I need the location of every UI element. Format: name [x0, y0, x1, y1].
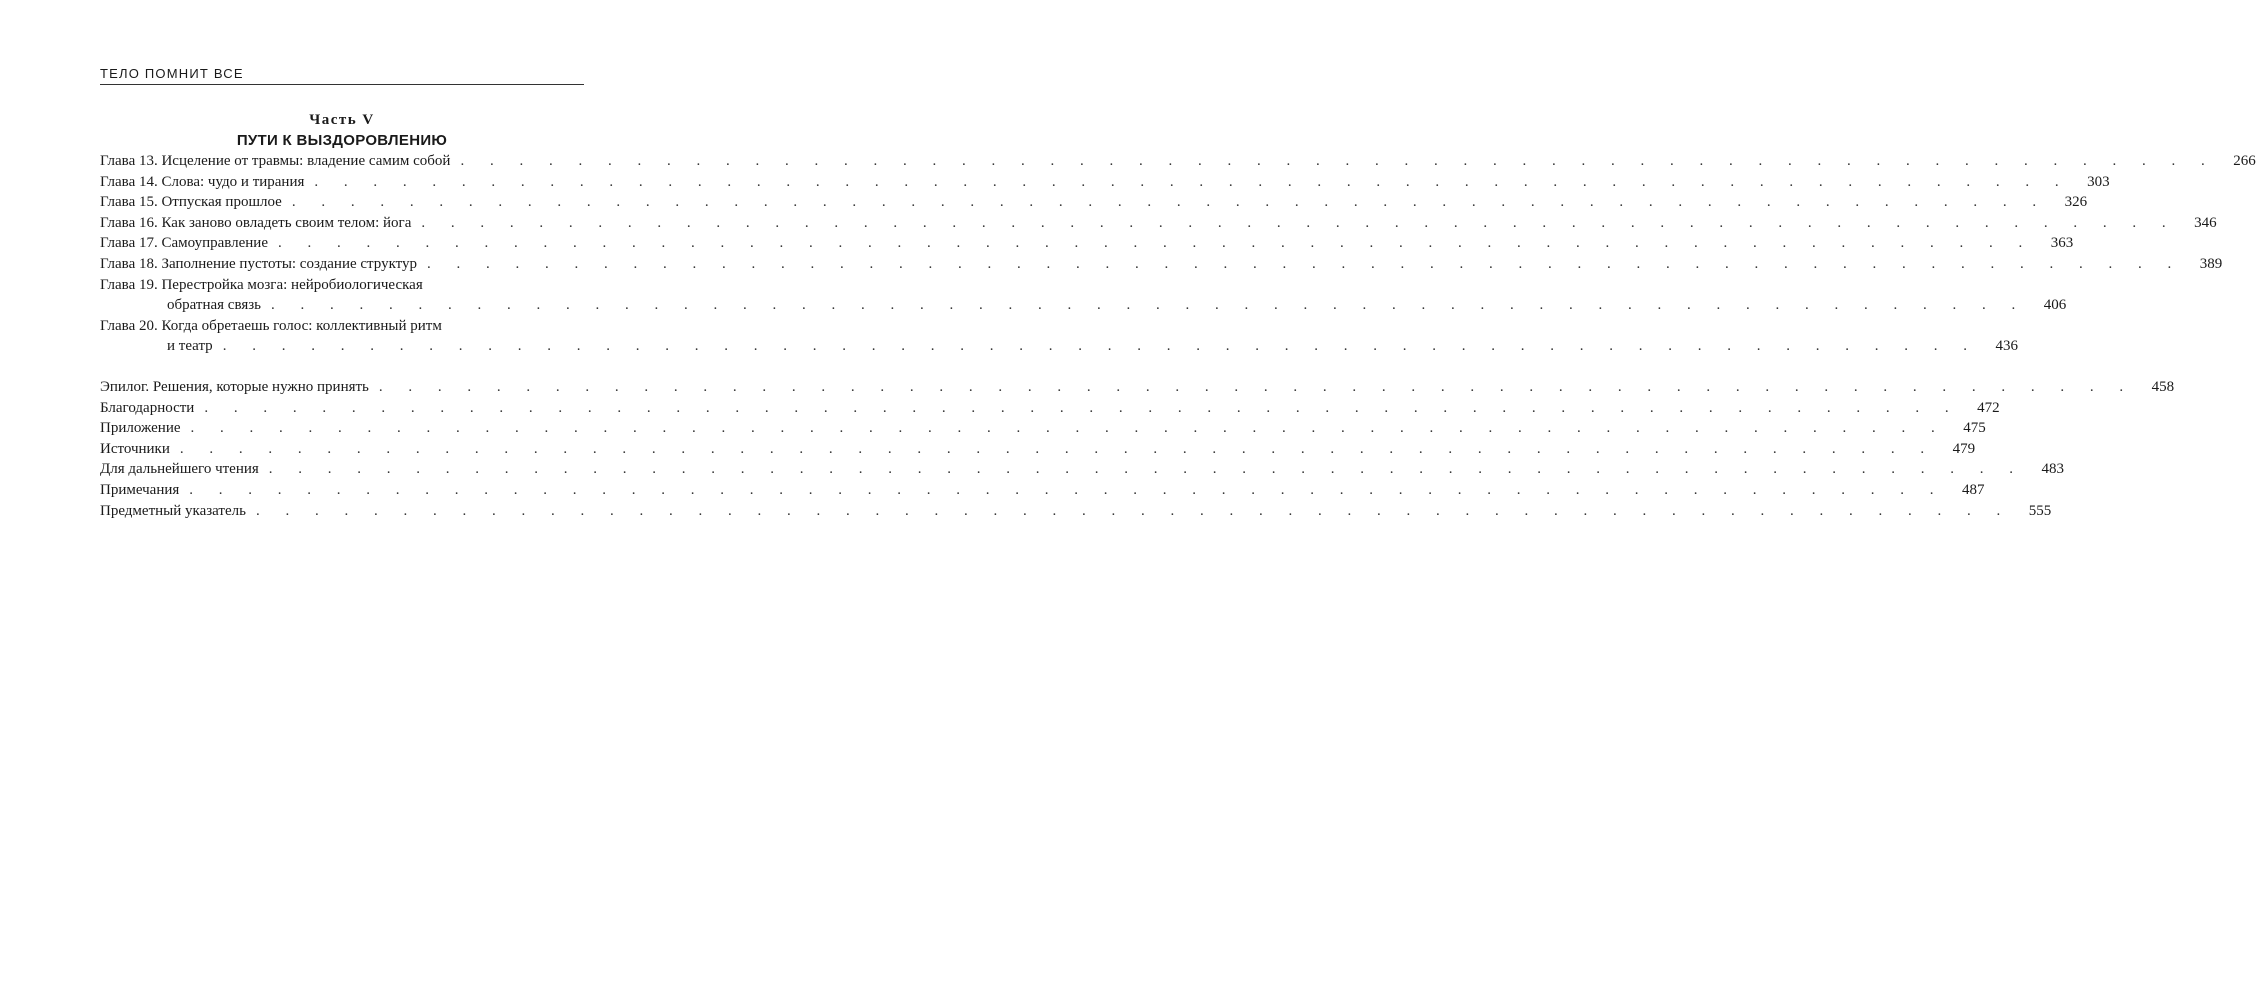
toc-page-number: 303 — [2087, 173, 2110, 190]
toc-entry-line — [100, 501, 2052, 522]
toc-page-number: 326 — [2064, 194, 2088, 211]
dot-leader: . . . . . . . . . . . . . . . . . . . . . . . . . . . . . . . . . . . . . . . . . . . . . . . . . . . . . . . . . . . . — [204, 399, 1960, 416]
toc-page-number: 389 — [2199, 255, 2223, 272]
toc-page-number: 346 — [2194, 214, 2217, 231]
toc-entry-line — [100, 213, 2217, 234]
toc-entry[interactable] — [100, 316, 2018, 357]
part-title: ПУТИ К ВЫЗДОРОВЛЕНИЮ — [236, 132, 448, 149]
toc-page-number: 487 — [1962, 481, 1985, 498]
toc-entry[interactable] — [100, 459, 2065, 480]
chapter-list — [100, 151, 2256, 357]
toc-entry[interactable] — [100, 398, 2000, 419]
toc-entry-line — [100, 480, 1985, 501]
dot-leader: . . . . . . . . . . . . . . . . . . . . . . . . . . . . . . . . . . . . . . . . . . . . . . . . . . . . . . . . . . . . — [268, 461, 2025, 478]
dot-leader: . . . . . . . . . . . . . . . . . . . . . . . . . . . . . . . . . . . . . . . . . . . . . . . . . . . . . . . . . . . . — [460, 153, 2216, 169]
toc-entry[interactable] — [100, 172, 2110, 193]
dot-leader: . . . . . . . . . . . . . . . . . . . . . . . . . . . . . . . . . . . . . . . . . . . . . . . . . . . . . . . . . . . . — [421, 214, 2177, 231]
dot-leader: . . . . . . . . . . . . . . . . . . . . . . . . . . . . . . . . . . . . . . . . . . . . . . . . . . . . . . . . . . . . — [255, 502, 2012, 519]
toc-entry-line — [100, 439, 1976, 460]
toc-entry[interactable] — [100, 439, 1976, 460]
dot-leader: . . . . . . . . . . . . . . . . . . . . . . . . . . . . . . . . . . . . . . . . . . . . . . . . . . . . . . . . . . . . — [222, 338, 1978, 355]
section-gap — [100, 357, 584, 377]
toc-entry[interactable] — [100, 254, 2223, 275]
toc-entry-line — [100, 418, 1986, 439]
toc-entry-title: обратная связь — [167, 297, 261, 314]
toc-page-number: 472 — [1977, 399, 2000, 416]
toc-entry-title: Глава 15. Отпуская прошлое — [100, 194, 282, 211]
toc-entry-line — [100, 398, 2000, 419]
toc-entry-line — [100, 377, 2175, 398]
toc-entry[interactable] — [100, 480, 1985, 501]
toc-entry-title: Глава 18. Заполнение пустоты: создание структур — [100, 255, 418, 272]
toc-entry-title: Глава 16. Как заново овладеть своим телом: йога — [100, 214, 412, 231]
toc-page-number: 406 — [2043, 297, 2067, 314]
part-label: Часть V — [309, 112, 375, 128]
toc-entry-line — [100, 172, 2110, 193]
toc-entry-title: и театр — [167, 338, 213, 355]
running-head: ТЕЛО ПОМНИТ ВСЕ — [100, 66, 244, 81]
toc-page-number: 436 — [1995, 338, 2018, 355]
toc-entry-title: Примечания — [100, 481, 180, 498]
toc-entry-line — [100, 254, 2223, 275]
toc-entry-title: Приложение — [100, 420, 181, 437]
toc-entry-title: Для дальнейшего чтения — [100, 461, 259, 478]
dot-leader: . . . . . . . . . . . . . . . . . . . . . . . . . . . . . . . . . . . . . . . . . . . . . . . . . . . . . . . . . . . . — [314, 173, 2070, 190]
toc-entry[interactable] — [100, 233, 2074, 254]
toc-entry-line — [100, 316, 584, 337]
toc-entry-line — [100, 459, 2065, 480]
toc-page-number: 266 — [2233, 153, 2256, 169]
header-rule — [100, 84, 584, 85]
toc-page-number: 475 — [1963, 420, 1986, 437]
toc-entry-line — [100, 151, 2256, 172]
toc-entry-continuation — [100, 336, 2018, 357]
toc-entry[interactable] — [100, 418, 1986, 439]
toc-entry-line — [100, 275, 584, 296]
toc-entry-line — [100, 192, 2088, 213]
table-of-contents — [100, 151, 2256, 521]
dot-leader: . . . . . . . . . . . . . . . . . . . . . . . . . . . . . . . . . . . . . . . . . . . . . . . . . . . . . . . . . . . . — [378, 378, 2135, 395]
toc-page-number: 479 — [1952, 440, 1976, 457]
toc-entry-title: Глава 13. Исцеление от травмы: владение самим собой — [100, 153, 451, 169]
toc-entry-title: Эпилог. Решения, которые нужно принять — [100, 378, 369, 395]
toc-entry-title: Благодарности — [100, 399, 195, 416]
toc-entry[interactable] — [100, 501, 2052, 522]
dot-leader: . . . . . . . . . . . . . . . . . . . . . . . . . . . . . . . . . . . . . . . . . . . . . . . . . . . . . . . . . . . . — [190, 420, 1946, 437]
toc-page-number: 458 — [2151, 378, 2175, 395]
toc-entry[interactable] — [100, 213, 2217, 234]
toc-entry-title: Предметный указатель — [100, 502, 246, 519]
toc-entry-title: Глава 19. Перестройка мозга: нейробиологическая — [100, 276, 423, 293]
toc-entry-title: Глава 20. Когда обретаешь голос: коллективный ритм — [100, 317, 442, 334]
toc-entry-line — [100, 233, 2074, 254]
toc-entry[interactable] — [100, 377, 2175, 398]
toc-page-number: 363 — [2050, 235, 2074, 252]
toc-entry[interactable] — [100, 275, 2067, 316]
dot-leader: . . . . . . . . . . . . . . . . . . . . . . . . . . . . . . . . . . . . . . . . . . . . . . . . . . . . . . . . . . . . — [189, 481, 1945, 498]
toc-page-number: 483 — [2041, 461, 2065, 478]
dot-leader: . . . . . . . . . . . . . . . . . . . . . . . . . . . . . . . . . . . . . . . . . . . . . . . . . . . . . . . . . . . . — [271, 297, 2027, 314]
toc-entry-title: Источники — [100, 440, 170, 457]
dot-leader: . . . . . . . . . . . . . . . . . . . . . . . . . . . . . . . . . . . . . . . . . . . . . . . . . . . . . . . . . . . . — [179, 440, 1936, 457]
toc-entry[interactable] — [100, 151, 2256, 172]
toc-entry-title: Глава 14. Слова: чудо и тирания — [100, 173, 305, 190]
dot-leader: . . . . . . . . . . . . . . . . . . . . . . . . . . . . . . . . . . . . . . . . . . . . . . . . . . . . . . . . . . . . — [278, 235, 2034, 252]
dot-leader: . . . . . . . . . . . . . . . . . . . . . . . . . . . . . . . . . . . . . . . . . . . . . . . . . . . . . . . . . . . . — [427, 255, 2183, 272]
back-matter-list — [100, 377, 2175, 521]
toc-entry-continuation — [100, 295, 2067, 316]
toc-page-number: 555 — [2028, 502, 2052, 519]
dot-leader: . . . . . . . . . . . . . . . . . . . . . . . . . . . . . . . . . . . . . . . . . . . . . . . . . . . . . . . . . . . . — [291, 194, 2048, 211]
toc-entry-title: Глава 17. Самоуправление — [100, 235, 268, 252]
toc-entry[interactable] — [100, 192, 2088, 213]
